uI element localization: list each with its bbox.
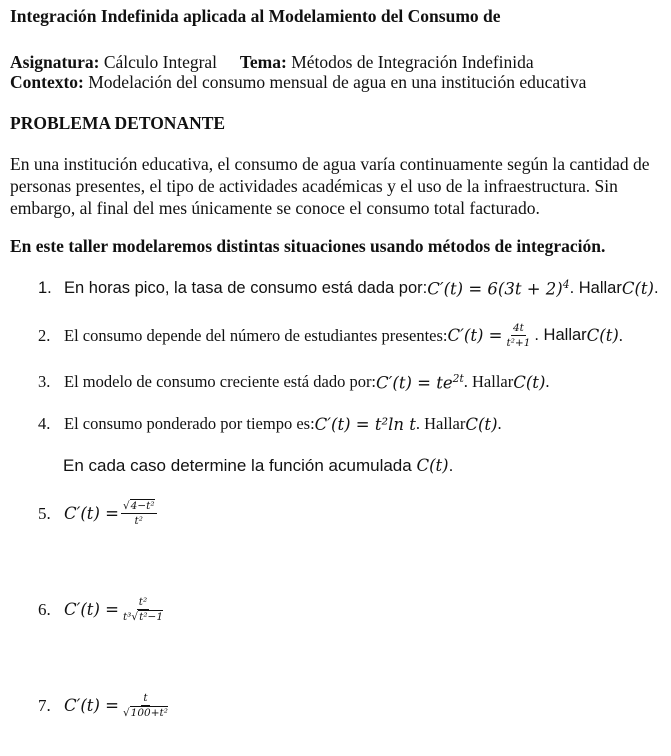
context-line [10, 72, 586, 93]
item-text: En horas pico, la tasa de consumo está dada por: [64, 278, 428, 297]
item-tail-math: C(t) [621, 278, 654, 298]
item-number: 5. [38, 503, 51, 523]
formula-fraction: $\frac{\text{√4−t²}}{\text{t²}}$ [122, 500, 155, 527]
subject-value: Cálculo Integral [103, 52, 218, 72]
subject-line [10, 52, 534, 73]
item-tail-math: C(t) [513, 372, 546, 392]
item-formula: C′(t) = t²ln t [314, 414, 416, 434]
item-tail-math: C(t) [586, 326, 619, 345]
problem-paragraph: En una institución educativa, el consumo de agua varía continuamente según la cantidad de personas presentes, el tipo de actividades académicas y el uso de la infraestructura. Sin embargo, al final del mes únicamente se conoce el consumo total facturado. [10, 154, 650, 218]
topic-value: Métodos de Integración Indefinida [291, 52, 534, 72]
item-tail: . Hallar [415, 414, 466, 433]
context-value: Modelación del consumo mensual de agua en una institución educativa [88, 72, 587, 92]
instruction-note: En cada caso determine la función acumulada C(t). [63, 456, 454, 475]
item-tail-math: C(t) [465, 414, 498, 434]
formula-item-7 [38, 692, 172, 719]
item-number: 6. [38, 599, 51, 619]
formula-lhs: C′(t) = [64, 600, 119, 619]
exercise-item-2: 2. El consumo depende del número de estudiantes presentes: C′(t) = $\frac{4t}{\text{t²+1}}$ . Hallar C(t) . [38, 322, 623, 349]
item-number: 1. [38, 278, 52, 297]
section-heading: PROBLEMA DETONANTE [10, 113, 226, 133]
exercise-item-3: 3. El modelo de consumo creciente está dado por: $C'(t) = te^{2t}$ . Hallar C(t) . [38, 372, 550, 393]
item-tail: . Hallar [534, 326, 587, 344]
formula-lhs: C′(t) = [64, 504, 119, 523]
item-formula: C′(t) = [447, 326, 503, 345]
item-text: El consumo ponderado por tiempo es: [64, 414, 315, 433]
item-number: 4. [38, 414, 51, 433]
item-number: 3. [38, 372, 51, 392]
exercise-item-1: 1. En horas pico, la tasa de consumo está dada por: $C'(t) = 6(3t + 2)^4$ . Hallar C(t) . [38, 278, 659, 299]
item-formula: $C'(t) = 6(3t + 2)^4$ [427, 278, 570, 299]
subject-label: Asignatura: [10, 52, 100, 72]
item-number: 7. [38, 695, 51, 715]
formula-item-5 [38, 500, 159, 527]
exercise-item-4: 4. El consumo ponderado por tiempo es: C′(t) = t²ln t . Hallar C(t) . [38, 414, 502, 434]
formula-item-6 [38, 596, 167, 623]
item-formula: $C'(t) = te^{2t}$ [376, 372, 464, 393]
formula-lhs: C′(t) = [64, 696, 119, 715]
workshop-lead: En este taller modelaremos distintas situaciones usando métodos de integración. [10, 236, 606, 256]
item-number: 2. [38, 325, 51, 345]
item-fraction: $\frac{4t}{\text{t²+1}}$ [506, 322, 531, 349]
item-text: El modelo de consumo creciente está dado por: [64, 372, 377, 392]
topic-label: Tema: [239, 52, 287, 72]
document-title: Integración Indefinida aplicada al Modelamiento del Consumo de [10, 6, 501, 26]
item-tail: . Hallar [463, 372, 514, 392]
formula-fraction: $\frac{\text{t²}}{\text{t³√t²−1}}$ [122, 596, 164, 623]
context-label: Contexto: [10, 72, 84, 92]
item-text: El consumo depende del número de estudiantes presentes: [64, 325, 448, 345]
item-tail: . Hallar [569, 278, 622, 297]
formula-fraction: $\frac{t}{\text{√100+t²}}$ [122, 692, 168, 719]
